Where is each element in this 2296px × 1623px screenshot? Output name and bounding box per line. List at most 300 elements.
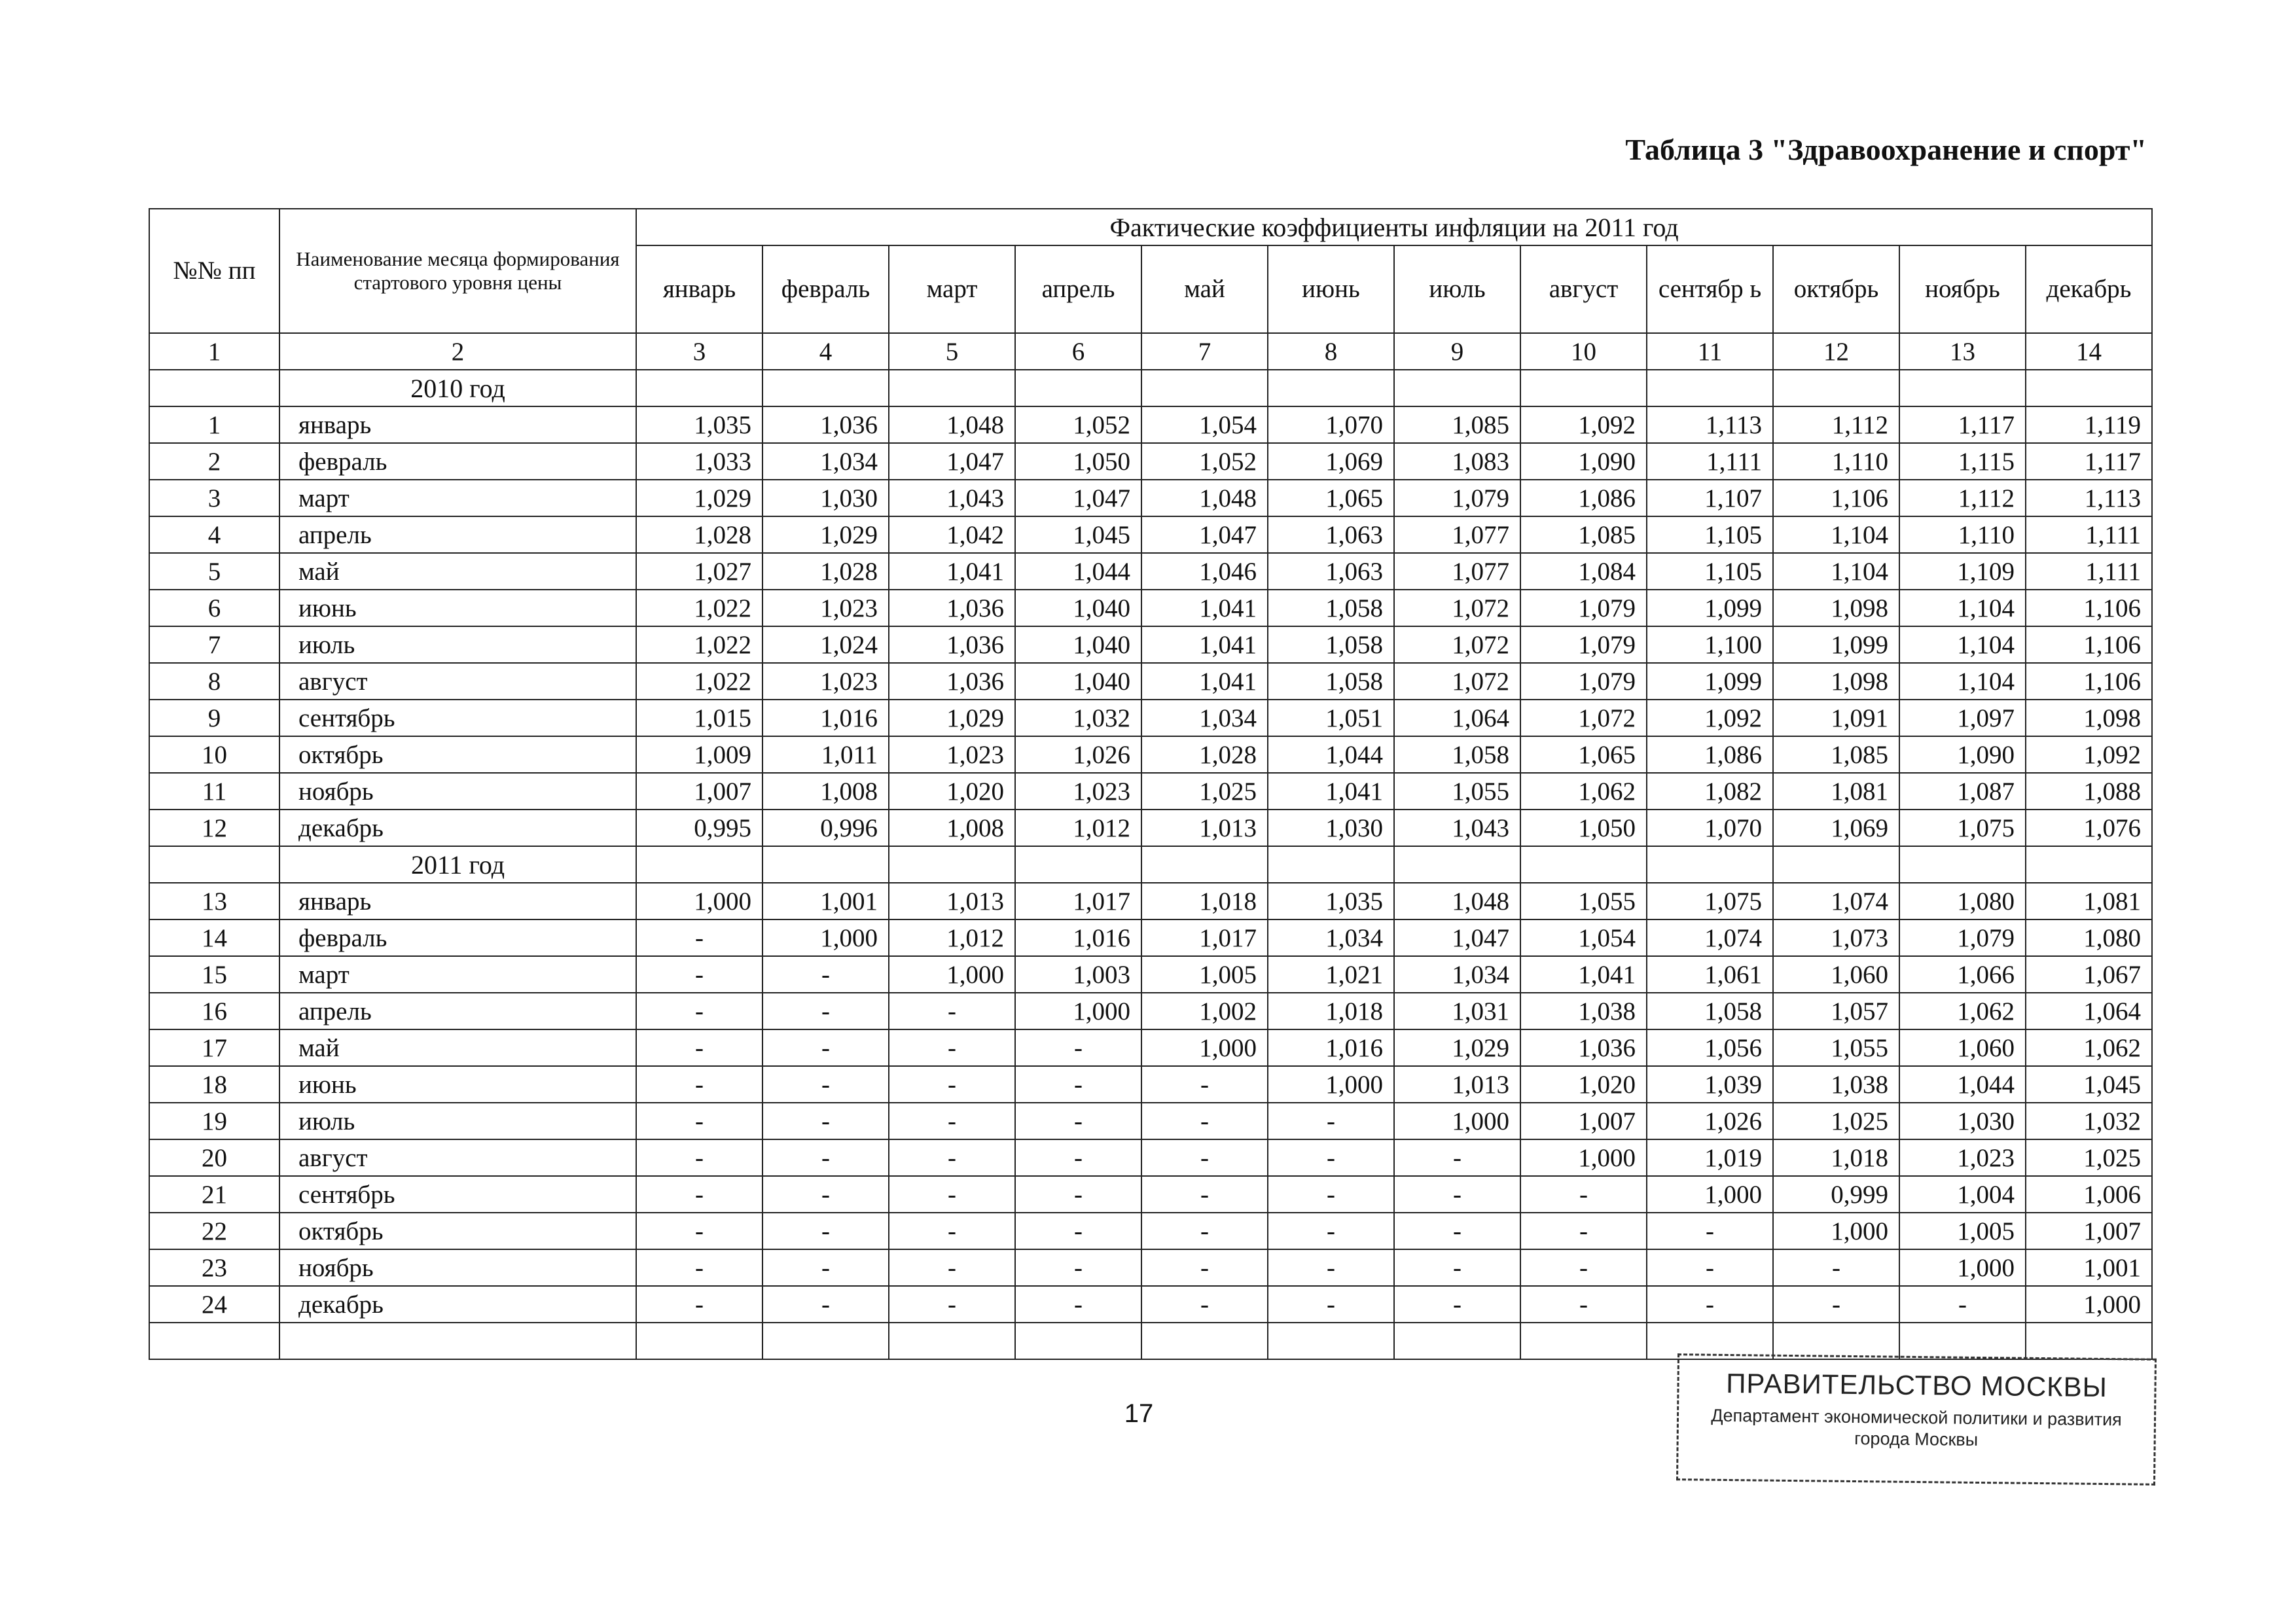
- header-month: август: [1520, 245, 1647, 333]
- coefficient-cell: 1,029: [1394, 1029, 1520, 1066]
- coefficient-cell: 1,098: [2026, 700, 2152, 736]
- empty-cell: [1141, 1323, 1268, 1359]
- coefficient-cell: 1,065: [1520, 736, 1647, 773]
- row-month: ноябрь: [279, 773, 636, 810]
- header-month: февраль: [762, 245, 889, 333]
- coefficient-cell: -: [1394, 1176, 1520, 1213]
- coefficient-cell: -: [1268, 1176, 1394, 1213]
- coefficient-cell: 1,063: [1268, 553, 1394, 590]
- coefficient-cell: 1,008: [889, 810, 1015, 846]
- coefficient-cell: -: [889, 1286, 1015, 1323]
- table-row: [149, 736, 2152, 773]
- table-row: [149, 1029, 2152, 1066]
- coefficient-cell: 1,013: [1141, 810, 1268, 846]
- row-number: 6: [149, 590, 279, 626]
- coefficient-cell: 1,000: [1268, 1066, 1394, 1103]
- row-month: февраль: [279, 443, 636, 480]
- coefficient-cell: 1,111: [1647, 443, 1773, 480]
- coefficient-cell: 1,022: [636, 626, 762, 663]
- coefficient-cell: 1,092: [1647, 700, 1773, 736]
- row-number: 13: [149, 883, 279, 919]
- empty-cell: [636, 846, 762, 883]
- empty-cell: [636, 1323, 762, 1359]
- coefficient-cell: -: [1394, 1213, 1520, 1249]
- row-number: 5: [149, 553, 279, 590]
- coefficient-cell: 1,063: [1268, 516, 1394, 553]
- coefficient-cell: -: [1015, 1249, 1141, 1286]
- coefficient-cell: 1,086: [1520, 480, 1647, 516]
- row-month: октябрь: [279, 736, 636, 773]
- coefficient-cell: 1,074: [1647, 919, 1773, 956]
- coefficient-cell: 1,119: [2026, 406, 2152, 443]
- row-number: 24: [149, 1286, 279, 1323]
- coefficient-cell: 1,000: [1394, 1103, 1520, 1139]
- column-number: 12: [1773, 333, 1899, 370]
- coefficient-cell: -: [1015, 1029, 1141, 1066]
- coefficient-cell: 1,018: [1268, 993, 1394, 1029]
- coefficient-cell: -: [636, 1213, 762, 1249]
- empty-row: [149, 1323, 2152, 1359]
- coefficient-cell: 1,048: [889, 406, 1015, 443]
- coefficient-cell: 1,056: [1647, 1029, 1773, 1066]
- stamp-line-3: города Москвы: [1854, 1429, 1979, 1450]
- coefficient-cell: -: [636, 1029, 762, 1066]
- coefficient-cell: 1,005: [1899, 1213, 2026, 1249]
- empty-cell: [1141, 846, 1268, 883]
- table-row: [149, 1103, 2152, 1139]
- coefficient-cell: 1,088: [2026, 773, 2152, 810]
- coefficient-cell: 1,018: [1141, 883, 1268, 919]
- coefficient-cell: 1,023: [1015, 773, 1141, 810]
- coefficient-cell: 1,100: [1647, 626, 1773, 663]
- coefficient-cell: 1,046: [1141, 553, 1268, 590]
- row-number: 16: [149, 993, 279, 1029]
- coefficient-cell: 1,048: [1141, 480, 1268, 516]
- coefficient-cell: 1,000: [1015, 993, 1141, 1029]
- coefficient-cell: 1,025: [1773, 1103, 1899, 1139]
- coefficient-cell: 1,035: [636, 406, 762, 443]
- coefficient-cell: 1,105: [1647, 516, 1773, 553]
- coefficient-cell: 1,023: [762, 663, 889, 700]
- coefficient-cell: 1,066: [1899, 956, 2026, 993]
- column-number: 8: [1268, 333, 1394, 370]
- coefficient-cell: 1,047: [889, 443, 1015, 480]
- table-row: [149, 590, 2152, 626]
- row-number: 12: [149, 810, 279, 846]
- coefficient-cell: 1,041: [1141, 663, 1268, 700]
- coefficient-cell: 1,016: [1015, 919, 1141, 956]
- coefficient-cell: -: [762, 1066, 889, 1103]
- coefficient-cell: 1,023: [1899, 1139, 2026, 1176]
- coefficient-cell: 1,034: [1268, 919, 1394, 956]
- coefficient-cell: 1,009: [636, 736, 762, 773]
- year-label: 2010 год: [279, 370, 636, 406]
- coefficient-cell: -: [889, 1176, 1015, 1213]
- coefficient-cell: -: [1268, 1286, 1394, 1323]
- coefficient-cell: 1,007: [636, 773, 762, 810]
- row-number: 21: [149, 1176, 279, 1213]
- coefficient-cell: 1,032: [2026, 1103, 2152, 1139]
- coefficient-cell: 1,074: [1773, 883, 1899, 919]
- coefficient-cell: 1,105: [1647, 553, 1773, 590]
- header-month: декабрь: [2026, 245, 2152, 333]
- row-number: 23: [149, 1249, 279, 1286]
- coefficient-cell: 1,055: [1394, 773, 1520, 810]
- coefficient-cell: -: [636, 1249, 762, 1286]
- stamp-line-2: Департамент экономической политики и развития: [1711, 1405, 2122, 1430]
- coefficient-cell: 1,111: [2026, 553, 2152, 590]
- coefficient-cell: 1,002: [1141, 993, 1268, 1029]
- empty-cell: [889, 1323, 1015, 1359]
- coefficient-cell: -: [1520, 1249, 1647, 1286]
- coefficient-cell: 1,061: [1647, 956, 1773, 993]
- coefficient-cell: 1,042: [889, 516, 1015, 553]
- table-row: [149, 1286, 2152, 1323]
- header-month: апрель: [1015, 245, 1141, 333]
- coefficient-cell: 1,040: [1015, 590, 1141, 626]
- coefficient-cell: 1,000: [2026, 1286, 2152, 1323]
- coefficient-cell: 1,007: [1520, 1103, 1647, 1139]
- empty-cell: [762, 370, 889, 406]
- coefficient-cell: 1,034: [1141, 700, 1268, 736]
- coefficient-cell: 1,058: [1394, 736, 1520, 773]
- coefficient-cell: 1,025: [2026, 1139, 2152, 1176]
- coefficient-cell: 1,077: [1394, 516, 1520, 553]
- coefficient-cell: 1,064: [2026, 993, 2152, 1029]
- coefficient-cell: 1,000: [1773, 1213, 1899, 1249]
- year-label: 2011 год: [279, 846, 636, 883]
- coefficient-cell: 1,090: [1899, 736, 2026, 773]
- coefficient-cell: 1,040: [1015, 626, 1141, 663]
- empty-cell: [1899, 370, 2026, 406]
- empty-cell: [2026, 370, 2152, 406]
- coefficient-cell: -: [1268, 1103, 1394, 1139]
- row-number: 3: [149, 480, 279, 516]
- coefficient-cell: 1,017: [1015, 883, 1141, 919]
- coefficient-cell: -: [762, 993, 889, 1029]
- coefficient-cell: -: [1015, 1176, 1141, 1213]
- header-num: №№ пп: [149, 209, 279, 333]
- header-month: июль: [1394, 245, 1520, 333]
- coefficient-cell: 1,084: [1520, 553, 1647, 590]
- coefficient-cell: 1,044: [1015, 553, 1141, 590]
- coefficient-cell: 1,060: [1773, 956, 1899, 993]
- coefficient-cell: 1,075: [1647, 883, 1773, 919]
- coefficient-cell: 1,106: [1773, 480, 1899, 516]
- coefficient-cell: 1,086: [1647, 736, 1773, 773]
- table-row: [149, 406, 2152, 443]
- empty-cell: [279, 1323, 636, 1359]
- coefficient-cell: 1,038: [1520, 993, 1647, 1029]
- table-row: [149, 993, 2152, 1029]
- coefficient-cell: 1,000: [889, 956, 1015, 993]
- coefficient-cell: 1,070: [1268, 406, 1394, 443]
- coefficient-cell: 1,115: [1899, 443, 2026, 480]
- coefficient-cell: 1,000: [1520, 1139, 1647, 1176]
- coefficient-cell: 1,041: [1520, 956, 1647, 993]
- table-row: [149, 516, 2152, 553]
- coefficient-cell: -: [889, 1213, 1015, 1249]
- header-month: июнь: [1268, 245, 1394, 333]
- row-number: 20: [149, 1139, 279, 1176]
- coefficient-cell: 1,047: [1141, 516, 1268, 553]
- coefficient-cell: 1,041: [1141, 590, 1268, 626]
- coefficient-cell: 1,030: [1268, 810, 1394, 846]
- coefficient-cell: 1,092: [1520, 406, 1647, 443]
- coefficient-cell: 1,077: [1394, 553, 1520, 590]
- coefficient-cell: 1,018: [1773, 1139, 1899, 1176]
- empty-cell: [1141, 370, 1268, 406]
- empty-cell: [1773, 846, 1899, 883]
- empty-cell: [1647, 846, 1773, 883]
- coefficient-cell: -: [762, 1029, 889, 1066]
- coefficient-cell: 1,072: [1394, 590, 1520, 626]
- coefficient-cell: -: [889, 993, 1015, 1029]
- coefficient-cell: 1,029: [636, 480, 762, 516]
- empty-cell: [889, 370, 1015, 406]
- row-number: 7: [149, 626, 279, 663]
- row-number: 17: [149, 1029, 279, 1066]
- coefficient-cell: 1,064: [1394, 700, 1520, 736]
- row-month: июнь: [279, 1066, 636, 1103]
- coefficient-cell: 1,000: [1141, 1029, 1268, 1066]
- coefficient-cell: -: [1015, 1103, 1141, 1139]
- coefficient-cell: 1,007: [2026, 1213, 2152, 1249]
- coefficient-cell: 1,001: [2026, 1249, 2152, 1286]
- year-row: [149, 370, 2152, 406]
- empty-cell: [1520, 1323, 1647, 1359]
- row-number: 22: [149, 1213, 279, 1249]
- coefficient-cell: 1,008: [762, 773, 889, 810]
- table-row: [149, 626, 2152, 663]
- coefficient-cell: 1,000: [1899, 1249, 2026, 1286]
- coefficient-cell: 1,019: [1647, 1139, 1773, 1176]
- table-row: [149, 443, 2152, 480]
- coefficient-cell: 1,070: [1647, 810, 1773, 846]
- empty-cell: [1899, 1323, 2026, 1359]
- coefficient-cell: 1,034: [762, 443, 889, 480]
- coefficient-cell: 1,104: [1899, 626, 2026, 663]
- coefficient-cell: 1,057: [1773, 993, 1899, 1029]
- row-month: март: [279, 956, 636, 993]
- coefficient-cell: 1,085: [1520, 516, 1647, 553]
- coefficient-cell: -: [889, 1066, 1015, 1103]
- coefficient-cell: 1,026: [1015, 736, 1141, 773]
- row-month: сентябрь: [279, 1176, 636, 1213]
- coefficient-cell: 1,028: [636, 516, 762, 553]
- coefficient-cell: 1,020: [889, 773, 1015, 810]
- empty-cell: [149, 846, 279, 883]
- coefficient-cell: -: [1520, 1213, 1647, 1249]
- coefficient-cell: 1,109: [1899, 553, 2026, 590]
- coefficient-cell: 1,001: [762, 883, 889, 919]
- column-number: 11: [1647, 333, 1773, 370]
- empty-cell: [1015, 1323, 1141, 1359]
- coefficient-cell: 1,050: [1520, 810, 1647, 846]
- coefficient-cell: -: [889, 1139, 1015, 1176]
- coefficient-cell: -: [636, 1066, 762, 1103]
- coefficient-cell: 1,005: [1141, 956, 1268, 993]
- empty-cell: [1268, 846, 1394, 883]
- header-group: Фактические коэффициенты инфляции на 2011 год: [636, 209, 2152, 245]
- coefficient-cell: 1,020: [1520, 1066, 1647, 1103]
- coefficient-cell: -: [636, 1286, 762, 1323]
- year-row: [149, 846, 2152, 883]
- coefficient-cell: -: [1141, 1286, 1268, 1323]
- coefficient-cell: 1,079: [1520, 626, 1647, 663]
- coefficient-cell: 1,023: [762, 590, 889, 626]
- stamp: [1676, 1353, 2157, 1486]
- coefficient-cell: 1,055: [1773, 1029, 1899, 1066]
- table-row: [149, 919, 2152, 956]
- coefficient-cell: 1,083: [1394, 443, 1520, 480]
- coefficient-cell: 1,044: [1268, 736, 1394, 773]
- coefficient-cell: 1,036: [1520, 1029, 1647, 1066]
- coefficient-cell: 1,058: [1268, 590, 1394, 626]
- coefficient-cell: 1,110: [1899, 516, 2026, 553]
- row-month: июль: [279, 1103, 636, 1139]
- row-month: декабрь: [279, 1286, 636, 1323]
- empty-cell: [149, 1323, 279, 1359]
- row-number: 2: [149, 443, 279, 480]
- coefficient-cell: 1,043: [1394, 810, 1520, 846]
- coefficient-cell: -: [1647, 1213, 1773, 1249]
- coefficient-cell: 1,099: [1647, 663, 1773, 700]
- page-number: 17: [1124, 1399, 1154, 1428]
- coefficient-cell: -: [1773, 1249, 1899, 1286]
- empty-cell: [1015, 370, 1141, 406]
- empty-cell: [1394, 1323, 1520, 1359]
- row-month: март: [279, 480, 636, 516]
- coefficient-cell: 1,107: [1647, 480, 1773, 516]
- coefficient-cell: 1,004: [1899, 1176, 2026, 1213]
- row-number: 11: [149, 773, 279, 810]
- empty-cell: [1268, 1323, 1394, 1359]
- empty-cell: [1394, 370, 1520, 406]
- coefficient-cell: -: [1394, 1249, 1520, 1286]
- header-month: май: [1141, 245, 1268, 333]
- coefficient-cell: 1,043: [889, 480, 1015, 516]
- empty-cell: [889, 846, 1015, 883]
- coefficient-cell: 1,110: [1773, 443, 1899, 480]
- coefficient-cell: 1,048: [1394, 883, 1520, 919]
- coefficient-cell: -: [1015, 1213, 1141, 1249]
- row-month: октябрь: [279, 1213, 636, 1249]
- header-month: март: [889, 245, 1015, 333]
- coefficient-cell: 1,054: [1520, 919, 1647, 956]
- coefficient-cell: 1,082: [1647, 773, 1773, 810]
- coefficient-cell: 1,081: [2026, 883, 2152, 919]
- row-month: январь: [279, 406, 636, 443]
- coefficient-cell: 1,013: [889, 883, 1015, 919]
- coefficient-cell: -: [1141, 1103, 1268, 1139]
- coefficient-cell: 1,090: [1520, 443, 1647, 480]
- coefficient-cell: 1,033: [636, 443, 762, 480]
- coefficient-cell: 1,098: [1773, 663, 1899, 700]
- coefficient-cell: 0,999: [1773, 1176, 1899, 1213]
- row-month: февраль: [279, 919, 636, 956]
- coefficient-cell: 1,036: [889, 590, 1015, 626]
- coefficient-cell: 1,022: [636, 590, 762, 626]
- coefficient-cell: 1,113: [1647, 406, 1773, 443]
- coefficient-cell: 1,072: [1394, 663, 1520, 700]
- coefficient-cell: -: [1015, 1286, 1141, 1323]
- coefficient-cell: -: [636, 1103, 762, 1139]
- row-month: ноябрь: [279, 1249, 636, 1286]
- coefficient-cell: -: [1647, 1286, 1773, 1323]
- coefficient-cell: -: [1268, 1139, 1394, 1176]
- coefficient-cell: 1,099: [1773, 626, 1899, 663]
- coefficient-cell: -: [1141, 1176, 1268, 1213]
- coefficient-cell: -: [1015, 1139, 1141, 1176]
- coefficient-cell: 1,030: [762, 480, 889, 516]
- column-number: 10: [1520, 333, 1647, 370]
- coefficient-cell: 1,081: [1773, 773, 1899, 810]
- coefficient-cell: 1,028: [762, 553, 889, 590]
- header-month: сентябр ь: [1647, 245, 1773, 333]
- table-row: [149, 883, 2152, 919]
- row-month: июнь: [279, 590, 636, 626]
- coefficient-cell: 1,025: [1141, 773, 1268, 810]
- coefficient-cell: 1,016: [1268, 1029, 1394, 1066]
- table-row: [149, 1176, 2152, 1213]
- column-number: 13: [1899, 333, 2026, 370]
- coefficient-cell: 1,104: [1899, 663, 2026, 700]
- column-number: 4: [762, 333, 889, 370]
- coefficient-cell: -: [1394, 1139, 1520, 1176]
- coefficient-cell: -: [1141, 1139, 1268, 1176]
- coefficient-cell: 1,104: [1773, 516, 1899, 553]
- empty-cell: [636, 370, 762, 406]
- row-number: 10: [149, 736, 279, 773]
- coefficient-cell: -: [636, 1139, 762, 1176]
- table-row: [149, 1213, 2152, 1249]
- coefficient-cell: 1,012: [1015, 810, 1141, 846]
- empty-cell: [2026, 846, 2152, 883]
- coefficient-cell: 1,041: [889, 553, 1015, 590]
- row-number: 18: [149, 1066, 279, 1103]
- row-month: август: [279, 1139, 636, 1176]
- coefficient-cell: 1,036: [889, 663, 1015, 700]
- row-number: 15: [149, 956, 279, 993]
- coefficient-cell: 1,047: [1015, 480, 1141, 516]
- coefficient-cell: 1,038: [1773, 1066, 1899, 1103]
- coefficient-cell: 1,034: [1394, 956, 1520, 993]
- coefficient-cell: 1,062: [1520, 773, 1647, 810]
- coefficient-cell: 1,106: [2026, 590, 2152, 626]
- coefficient-cell: 1,069: [1268, 443, 1394, 480]
- empty-cell: [1520, 370, 1647, 406]
- empty-cell: [1520, 846, 1647, 883]
- coefficient-cell: -: [1268, 1213, 1394, 1249]
- column-number: 5: [889, 333, 1015, 370]
- header-name: Наименование месяца формирования стартового уровня цены: [279, 209, 636, 333]
- coefficient-cell: 0,995: [636, 810, 762, 846]
- coefficient-cell: 0,996: [762, 810, 889, 846]
- coefficient-cell: -: [889, 1103, 1015, 1139]
- table-row: [149, 773, 2152, 810]
- coefficient-cell: 1,039: [1647, 1066, 1773, 1103]
- row-month: декабрь: [279, 810, 636, 846]
- coefficient-cell: 1,035: [1268, 883, 1394, 919]
- coefficient-cell: 1,092: [2026, 736, 2152, 773]
- coefficient-cell: -: [1141, 1213, 1268, 1249]
- coefficient-cell: 1,052: [1015, 406, 1141, 443]
- column-number: 6: [1015, 333, 1141, 370]
- coefficient-cell: 1,080: [1899, 883, 2026, 919]
- table-row: [149, 663, 2152, 700]
- row-month: сентябрь: [279, 700, 636, 736]
